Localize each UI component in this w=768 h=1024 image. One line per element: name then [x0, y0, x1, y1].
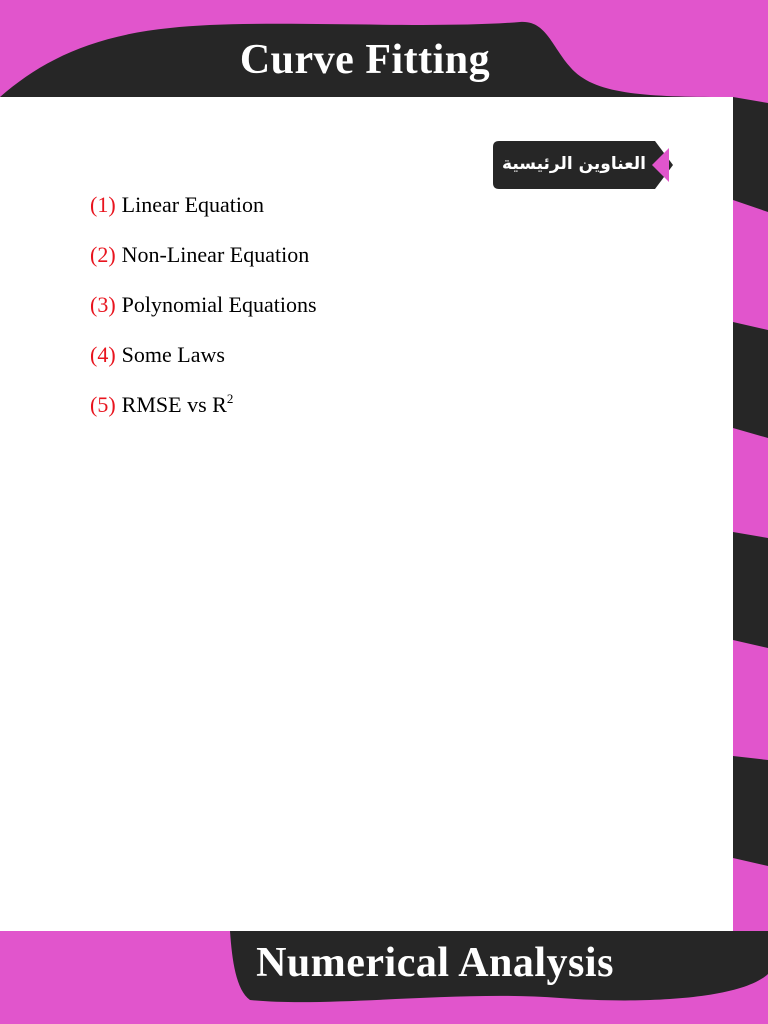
list-item — [90, 236, 317, 286]
section-heading: العناوين الرئيسية — [502, 154, 646, 174]
side-stripe — [733, 97, 768, 212]
list-item — [90, 386, 317, 436]
topic-number: (2) — [90, 242, 116, 267]
topic-text: Linear Equation — [121, 192, 264, 217]
section-heading-badge — [493, 141, 673, 189]
topic-text: Polynomial Equations — [121, 292, 317, 317]
topic-text: Some Laws — [121, 342, 225, 367]
side-stripe — [733, 322, 768, 438]
list-item — [90, 186, 317, 236]
list-item — [90, 336, 317, 386]
topic-number: (4) — [90, 342, 116, 367]
topic-text: RMSE vs R — [121, 392, 227, 417]
superscript: 2 — [226, 391, 234, 406]
list-item — [90, 286, 317, 336]
topic-text: Non-Linear Equation — [121, 242, 310, 267]
topic-number: (3) — [90, 292, 116, 317]
header-title: Curve Fitting — [239, 37, 491, 83]
footer-title: Numerical Analysis — [256, 940, 614, 986]
topic-number: (1) — [90, 192, 116, 217]
side-stripe — [733, 532, 768, 648]
side-stripe — [733, 756, 768, 866]
topic-number: (5) — [90, 392, 116, 417]
topics-list — [90, 186, 317, 436]
